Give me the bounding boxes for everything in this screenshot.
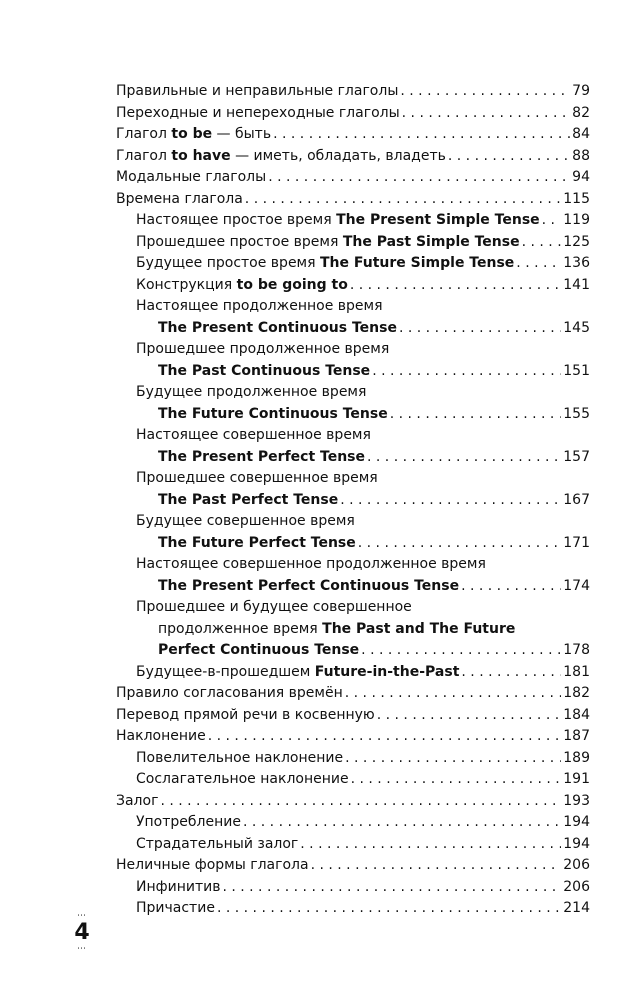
toc-leader-dots	[222, 877, 561, 899]
toc-entry-title-bold: The Future Simple Tense	[320, 255, 515, 271]
toc-leader-dots	[208, 726, 562, 748]
toc-entry-title-text: — быть	[212, 126, 272, 142]
toc-leader-dots	[351, 769, 562, 791]
toc-entry-title	[136, 769, 349, 791]
toc-entry-title-bold: Perfect Continuous Tense	[158, 642, 360, 658]
toc-entry-title	[136, 210, 540, 232]
toc-entry-page: 214	[563, 900, 590, 916]
toc-leader-dots	[243, 812, 561, 834]
toc-entry-title-text: Прошедшее продолженное время	[136, 341, 390, 357]
toc-leader-dots	[461, 576, 561, 598]
toc-leader-dots	[350, 275, 561, 297]
toc-entry	[116, 812, 590, 834]
toc-entry-title-bold: The Future Perfect Tense	[158, 534, 356, 551]
toc-entry	[116, 339, 590, 361]
toc-entry	[116, 189, 590, 211]
table-of-contents	[116, 81, 590, 920]
toc-leader-dots	[311, 855, 562, 877]
toc-entry-title	[158, 404, 388, 426]
toc-entry	[116, 81, 590, 103]
toc-entry-title-bold: The Present Simple Tense	[336, 212, 540, 228]
toc-entry-title	[136, 253, 514, 275]
toc-entry-title	[136, 877, 220, 899]
toc-entry-title	[116, 81, 398, 103]
toc-leader-dots	[390, 404, 562, 426]
toc-entry-title	[136, 275, 348, 297]
toc-entry-title	[116, 683, 343, 705]
toc-entry-title	[136, 425, 371, 447]
toc-entry	[116, 103, 590, 125]
toc-entry	[116, 533, 590, 555]
toc-entry-title	[136, 554, 486, 576]
toc-entry	[116, 511, 590, 533]
toc-entry	[116, 447, 590, 469]
toc-entry-title	[158, 533, 356, 555]
toc-entry-page: 145	[563, 319, 590, 336]
toc-leader-dots	[367, 447, 561, 469]
toc-entry-page: 182	[563, 685, 590, 701]
toc-entry-page: 157	[563, 448, 590, 465]
toc-entry	[116, 296, 590, 318]
toc-entry-title-text: Употребление	[136, 814, 241, 830]
toc-entry-title-text: Причастие	[136, 900, 215, 916]
toc-entry	[116, 210, 590, 232]
toc-entry-title-bold: The Present Continuous Tense	[158, 319, 397, 336]
toc-entry-page: 79	[572, 83, 590, 99]
toc-entry-title-text: Конструкция	[136, 276, 237, 293]
toc-entry-title-text: Настоящее совершенное время	[136, 427, 371, 443]
toc-entry	[116, 726, 590, 748]
toc-entry-title	[116, 705, 375, 727]
toc-entry-page: 119	[563, 212, 590, 228]
toc-entry-title-bold: The Past Perfect Tense	[158, 491, 339, 508]
toc-entry-title-bold: The Past Continuous Tense	[158, 362, 371, 379]
toc-entry	[116, 834, 590, 856]
toc-entry-title-bold: to be	[171, 126, 213, 142]
toc-entry-title	[136, 382, 366, 404]
toc-entry	[116, 597, 590, 619]
toc-entry-page: 194	[563, 835, 590, 852]
toc-entry-page: 206	[563, 857, 590, 873]
toc-entry-title	[116, 146, 446, 168]
toc-leader-dots	[217, 898, 561, 920]
toc-entry-title-text: Глагол	[116, 126, 172, 142]
toc-leader-dots	[542, 210, 562, 232]
toc-entry	[116, 253, 590, 275]
toc-entry-title-text: Прошедшее и будущее совершенное	[136, 599, 412, 615]
toc-entry	[116, 490, 590, 512]
toc-entry	[116, 576, 590, 598]
toc-entry-title	[116, 103, 400, 125]
toc-entry-page: 191	[563, 771, 590, 787]
toc-entry-page: 194	[563, 814, 590, 830]
toc-entry-title-text: Будущее совершенное время	[136, 513, 355, 529]
toc-entry-title	[116, 791, 158, 813]
toc-leader-dots	[372, 361, 561, 383]
toc-leader-dots	[402, 103, 571, 125]
toc-entry-title	[136, 662, 459, 684]
toc-entry-title-bold: The Present Perfect Tense	[158, 448, 365, 465]
toc-entry-title-text: Будущее-в-прошедшем	[136, 663, 315, 680]
toc-leader-dots	[461, 662, 561, 684]
toc-entry-page: 136	[563, 255, 590, 271]
toc-entry-title-text: Модальные глаголы	[116, 169, 267, 185]
toc-entry-title	[158, 318, 397, 340]
toc-leader-dots	[358, 533, 562, 555]
toc-entry-title	[136, 468, 378, 490]
toc-entry-title-bold: to be going to	[236, 276, 348, 293]
toc-entry	[116, 146, 590, 168]
toc-entry-title-text: Правильные и неправильные глаголы	[116, 83, 399, 99]
toc-entry-title-text: Настоящее совершенное продолженное время	[136, 556, 486, 572]
toc-entry	[116, 124, 590, 146]
toc-entry-page: 193	[563, 792, 590, 809]
toc-leader-dots	[400, 81, 570, 103]
toc-entry-title-bold: The Past Simple Tense	[342, 233, 520, 250]
toc-entry-page: 181	[563, 663, 590, 680]
toc-entry-title	[116, 189, 243, 211]
toc-entry-title-text: — иметь, обладать, владеть	[230, 147, 446, 164]
toc-entry-title-text: продолженное время	[158, 620, 323, 637]
toc-entry-title-text: Времена глагола	[116, 190, 243, 207]
toc-leader-dots	[522, 232, 562, 254]
toc-entry-title-text: Глагол	[116, 147, 172, 164]
toc-leader-dots	[448, 146, 570, 168]
toc-entry-title-text: Перевод прямой речи в косвенную	[116, 706, 375, 723]
toc-entry-title-bold: The Past and The Future	[322, 620, 516, 637]
toc-entry	[116, 232, 590, 254]
toc-entry-title-text: Правило согласования времён	[116, 685, 343, 701]
toc-entry	[116, 382, 590, 404]
toc-entry-title-text: Страдательный залог	[136, 835, 299, 852]
toc-entry-title-text: Будущее продолженное время	[136, 384, 367, 400]
toc-entry-title	[116, 124, 271, 146]
toc-entry-title	[158, 490, 338, 512]
toc-entry-page: 206	[563, 878, 590, 895]
toc-entry-title-text: Настоящее простое время	[136, 212, 337, 228]
toc-entry-title	[158, 447, 365, 469]
toc-leader-dots	[340, 490, 561, 512]
toc-entry-page: 184	[563, 706, 590, 723]
toc-entry-title	[136, 232, 520, 254]
toc-entry	[116, 791, 590, 813]
toc-entry-title-bold: to have	[171, 147, 231, 164]
toc-entry	[116, 619, 590, 641]
toc-leader-dots	[345, 748, 561, 770]
toc-entry	[116, 404, 590, 426]
toc-entry-title-text: Прошедшее простое время	[136, 233, 343, 250]
toc-entry-title-text: Наклонение	[116, 728, 206, 744]
toc-leader-dots	[361, 640, 561, 662]
toc-entry-page: 167	[563, 491, 590, 508]
toc-entry-title-bold: The Future Continuous Tense	[158, 405, 388, 422]
toc-entry-title-text: Переходные и непереходные глаголы	[116, 104, 400, 121]
toc-entry-title-text: Будущее простое время	[136, 255, 320, 271]
toc-leader-dots	[399, 318, 561, 340]
toc-entry	[116, 855, 590, 877]
toc-entry-page: 88	[572, 147, 590, 164]
toc-entry-title	[116, 855, 309, 877]
toc-entry-title	[116, 167, 266, 189]
toc-entry	[116, 425, 590, 447]
toc-leader-dots	[245, 189, 561, 211]
folio-ornament-top: ⋯	[77, 911, 87, 921]
toc-entry-title-text: Настоящее продолженное время	[136, 298, 383, 314]
toc-entry	[116, 167, 590, 189]
toc-entry	[116, 748, 590, 770]
toc-entry-title-text: Инфинитив	[136, 878, 221, 895]
toc-entry-title	[158, 619, 515, 641]
toc-entry-title	[136, 339, 389, 361]
toc-entry-title	[136, 812, 241, 834]
toc-entry-page: 141	[563, 276, 590, 293]
toc-entry	[116, 318, 590, 340]
toc-entry	[116, 361, 590, 383]
toc-entry-page: 82	[572, 104, 590, 121]
toc-entry-title-text: Прошедшее совершенное время	[136, 470, 378, 486]
toc-entry-title	[136, 748, 343, 770]
toc-entry-title	[136, 511, 355, 533]
toc-entry-page: 171	[563, 534, 590, 551]
toc-entry-page: 125	[563, 233, 590, 250]
toc-leader-dots	[273, 124, 570, 146]
toc-entry-title-text: Повелительное наклонение	[136, 749, 344, 766]
folio-ornament-bottom: ⋯	[77, 944, 87, 954]
toc-entry-title-text: Сослагательное наклонение	[136, 771, 349, 787]
toc-entry	[116, 877, 590, 899]
toc-entry-title	[158, 576, 459, 598]
toc-entry-page: 94	[572, 169, 590, 185]
toc-entry	[116, 554, 590, 576]
toc-entry-page: 189	[563, 749, 590, 766]
toc-entry-title-bold: Future-in-the-Past	[314, 663, 460, 680]
toc-entry-title-text: Неличные формы глагола	[116, 857, 309, 873]
toc-entry-page: 187	[563, 728, 590, 744]
toc-entry	[116, 640, 590, 662]
toc-leader-dots	[377, 705, 562, 727]
toc-entry-page: 84	[572, 126, 590, 142]
toc-entry-title	[158, 640, 359, 662]
page-folio	[70, 912, 94, 954]
toc-leader-dots	[516, 253, 561, 275]
toc-leader-dots	[160, 791, 561, 813]
toc-entry-page: 115	[563, 190, 590, 207]
toc-entry-title	[158, 361, 370, 383]
toc-entry-page: 151	[563, 362, 590, 379]
toc-entry-page: 174	[563, 577, 590, 594]
toc-entry	[116, 275, 590, 297]
toc-entry-title-bold: The Present Perfect Continuous Tense	[158, 577, 460, 594]
toc-entry-title	[136, 898, 215, 920]
page-number: 4	[74, 920, 90, 945]
toc-entry	[116, 769, 590, 791]
toc-entry	[116, 705, 590, 727]
toc-entry-title	[116, 726, 206, 748]
toc-entry-title-text: Залог	[116, 792, 159, 809]
toc-entry-title	[136, 296, 383, 318]
toc-entry	[116, 683, 590, 705]
toc-leader-dots	[300, 834, 561, 856]
toc-entry	[116, 662, 590, 684]
toc-leader-dots	[268, 167, 570, 189]
toc-leader-dots	[345, 683, 562, 705]
toc-entry-page: 155	[563, 405, 590, 422]
toc-entry-page: 178	[563, 642, 590, 658]
toc-entry	[116, 468, 590, 490]
toc-entry-title	[136, 834, 298, 856]
toc-entry-title	[136, 597, 412, 619]
toc-entry	[116, 898, 590, 920]
